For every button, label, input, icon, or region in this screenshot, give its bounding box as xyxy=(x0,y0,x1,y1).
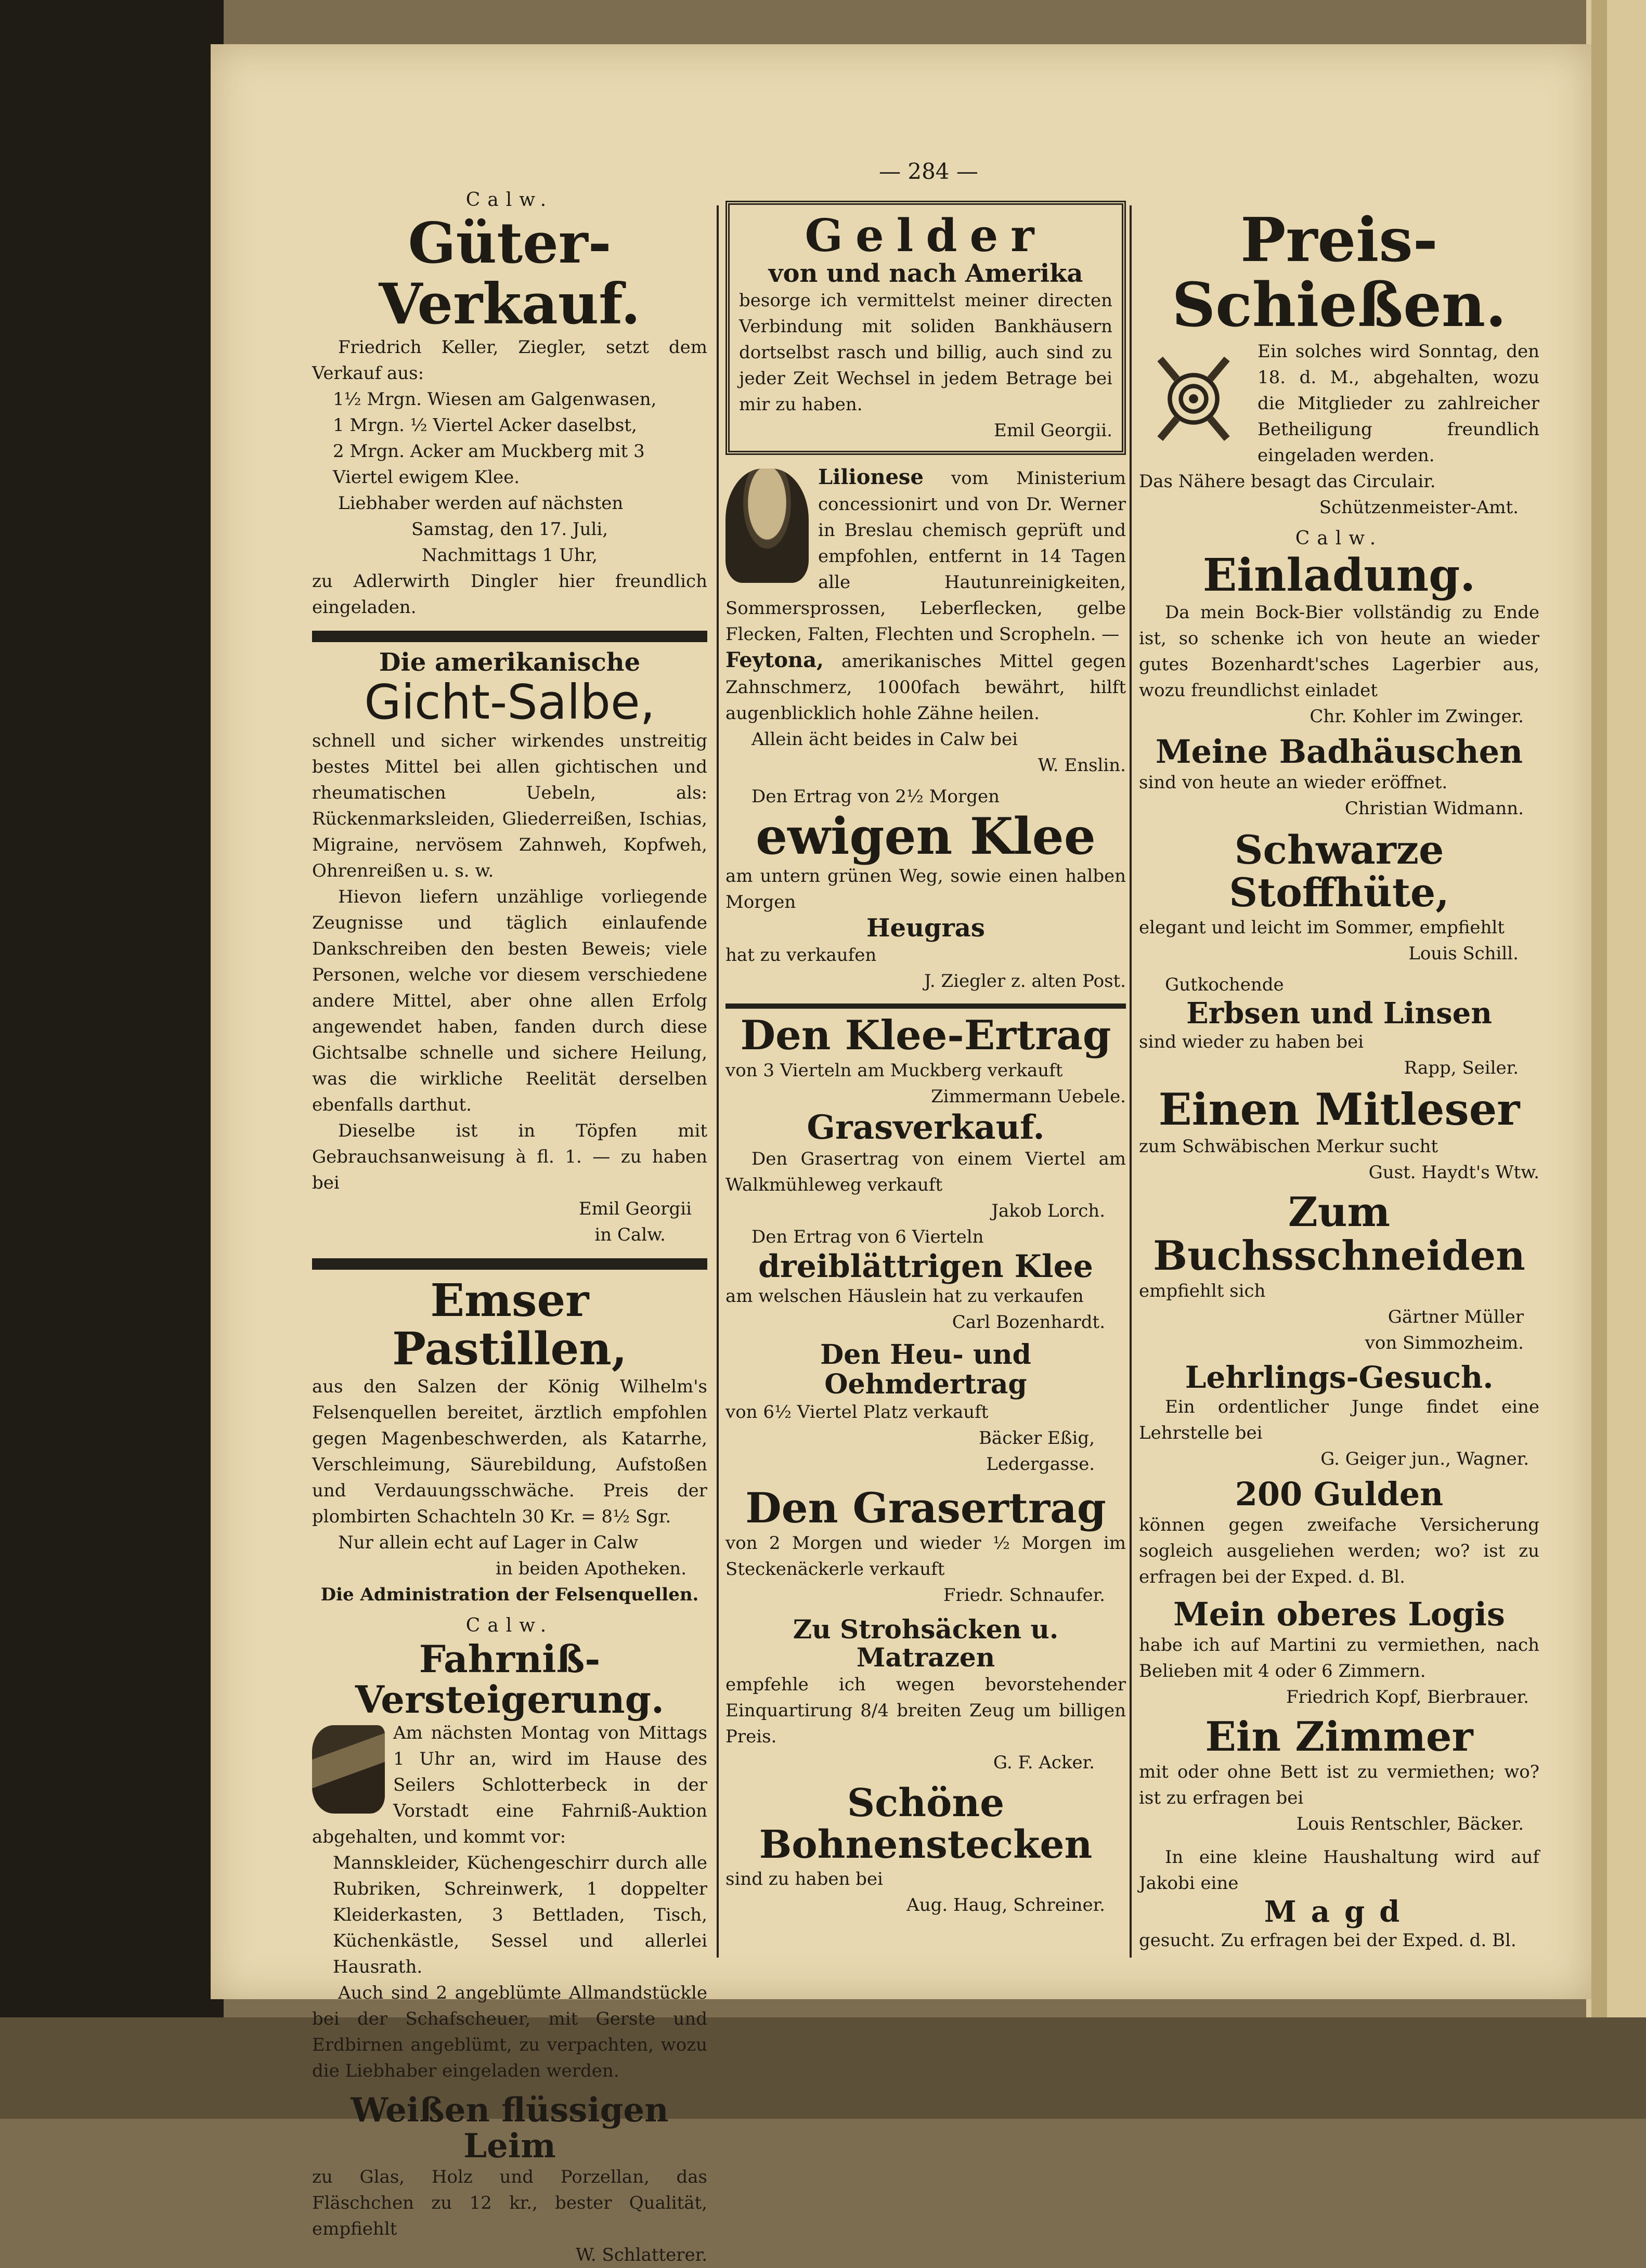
ad-lilionese xyxy=(725,464,1126,778)
ad-badhaeuschen xyxy=(1139,735,1539,822)
ad-title: Güter-Verkauf. xyxy=(379,211,641,337)
ad-signature: in Calw. xyxy=(594,1224,666,1246)
ad-subtitle: Heugras xyxy=(866,914,985,943)
ad-title: Fahrniß-Versteigerung. xyxy=(355,1637,665,1722)
ad-signature: Louis Rentschler, Bäcker. xyxy=(1296,1813,1524,1834)
scan-background-bottom xyxy=(0,2017,1646,2119)
ad-text: zu Glas, Holz und Porzellan, das Fläschchen zu 12 kr., bester Qualität, empfiehlt xyxy=(312,2166,707,2239)
ad-mitleser xyxy=(1139,1083,1539,1185)
ad-signature: Jakob Lorch. xyxy=(991,1200,1105,1221)
product-name: Lilionese xyxy=(818,464,924,489)
list-item: 1½ Mrgn. Wiesen am Galgenwasen, xyxy=(333,389,657,410)
ad-grasverkauf xyxy=(725,1110,1126,1223)
ad-text: Den Grasertrag von einem Viertel am Walkmühleweg verkauft xyxy=(725,1148,1126,1195)
next-page-edge xyxy=(1591,0,1607,2119)
ad-signature: Chr. Kohler im Zwinger. xyxy=(1310,706,1524,727)
ad-title: dreiblättrigen Klee xyxy=(758,1248,1093,1285)
ad-title: Zum Buchsschneiden xyxy=(1153,1188,1525,1280)
ad-text: hat zu verkaufen xyxy=(725,945,877,966)
ad-text: Hievon liefern unzählige vorliegende Zeugnisse und täglich einlaufende Dankschreiben den besten Beweis; viele Personen, welche vor diesem verschiedene andere Mittel, aber ohne allen Erfolg angewendet haben, fanden durch diese Gichtsalbe schnelle und sichere Heilung, was die wirkliche Reelität derselben ebenfalls darthut. xyxy=(312,887,707,1116)
ad-stoffhuete xyxy=(1139,829,1539,966)
ad-text: empfiehlt sich xyxy=(1139,1281,1266,1302)
ad-text: von 6½ Viertel Platz verkauft xyxy=(725,1401,989,1423)
ad-pretitle: Gutkochende xyxy=(1165,974,1284,995)
shooting-target-emblem-image xyxy=(1139,342,1248,451)
ad-signature: W. Schlatterer. xyxy=(575,2244,707,2265)
ad-text: sind zu haben bei xyxy=(725,1868,883,1889)
ad-signature: Gärtner Müller xyxy=(1388,1307,1524,1328)
ad-text: Allein ächt beides in Calw bei xyxy=(751,728,1018,750)
ad-title: Zu Strohsäcken u. Matrazen xyxy=(793,1614,1059,1673)
ad-signature: Louis Schill. xyxy=(1408,943,1519,964)
ad-text: zu Adlerwirth Dingler hier freundlich eingeladen. xyxy=(312,571,707,618)
ad-leim xyxy=(312,2092,707,2268)
ad-strohsaecke xyxy=(725,1615,1126,1776)
ad-signature: Zimmermann Uebele. xyxy=(931,1086,1126,1107)
ad-pretitle: Die amerikanische xyxy=(379,648,641,677)
separator-rule xyxy=(312,631,707,642)
ad-text: sind wieder zu haben bei xyxy=(1139,1031,1364,1052)
list-item: 1 Mrgn. ½ Viertel Acker daselbst, xyxy=(333,415,637,436)
ad-title: Den Heu- und Oehmdertrag xyxy=(820,1339,1031,1400)
ad-title: Mein oberes Logis xyxy=(1173,1595,1505,1633)
ad-signature: W. Enslin. xyxy=(1038,754,1126,776)
ad-klee-ertrag xyxy=(725,1014,1126,1110)
ad-text: Am nächsten Montag von Mittags 1 Uhr an, wird im Hause des Seilers Schlotterbeck in der Vorstadt eine Fahrniß-Auktion abgehalten, und kommt vor: xyxy=(312,1722,707,1847)
ad-title: Weißen flüssigen Leim xyxy=(351,2090,669,2166)
ad-erbsen-linsen xyxy=(1139,972,1539,1081)
ad-title: Lehrlings-Gesuch. xyxy=(1185,1360,1494,1396)
ad-title: Erbsen und Linsen xyxy=(1186,996,1493,1031)
column-2 xyxy=(725,187,1126,1918)
ad-text: von 2 Morgen und wieder ½ Morgen im Steckenäckerle verkauft xyxy=(725,1533,1126,1580)
ad-text: am welschen Häuslein hat zu verkaufen xyxy=(725,1286,1084,1307)
ad-200-gulden xyxy=(1139,1477,1539,1590)
ad-einladung xyxy=(1139,526,1539,730)
ad-dreiblaettrigen-klee xyxy=(725,1224,1126,1336)
page-number: — 284 — xyxy=(879,159,978,184)
ad-lehrlings-gesuch xyxy=(1139,1361,1539,1472)
ad-title: Gicht-Salbe, xyxy=(364,674,655,731)
column-rule-1 xyxy=(717,205,719,1958)
ad-pretitle: In eine kleine Haushaltung wird auf Jakobi eine xyxy=(1139,1846,1539,1894)
ad-text: können gegen zweifache Versicherung sogleich ausgeliehen werden; wo? ist zu erfragen bei der Exped. d. Bl. xyxy=(1139,1514,1539,1587)
list-item: 2 Mrgn. Acker am Muckberg mit 3 Viertel ewigem Klee. xyxy=(333,441,645,488)
ad-title: Meine Badhäuschen xyxy=(1155,733,1523,771)
ad-signature: Friedr. Schnaufer. xyxy=(943,1585,1105,1606)
ad-title: Schwarze Stoffhüte, xyxy=(1229,827,1449,916)
ad-signature: Carl Bozenhardt. xyxy=(952,1312,1105,1333)
product-name: Feytona, xyxy=(725,647,824,672)
ad-title: Magd xyxy=(1264,1894,1415,1929)
ad-signature: Gust. Haydt's Wtw. xyxy=(1368,1162,1539,1183)
ad-title: ewigen Klee xyxy=(756,806,1096,866)
ad-text: schnell und sicher wirkendes unstreitig bestes Mittel bei allen gichtischen und rheumatischen Uebeln, als: Rückenmarksleiden, Gliederreißen, Ischias, Migraine, nervösem Zahnweh, Kopfweh, Ohrenreißen u. s. w. xyxy=(312,731,707,882)
ad-text: amerikanisches Mittel gegen Zahnschmerz, 1000fach bewährt, hilft augenblicklich hohle Zähne heilen. xyxy=(725,650,1126,724)
ad-gicht-salbe xyxy=(312,649,707,1248)
ad-text: Liebhaber werden auf nächsten xyxy=(338,493,624,514)
ad-ewigen-klee xyxy=(725,784,1126,995)
ad-title: Gelder xyxy=(805,210,1047,262)
ad-ein-zimmer xyxy=(1139,1715,1539,1837)
ad-date: Samstag, den 17. Juli, xyxy=(411,519,608,540)
ad-signature: G. F. Acker. xyxy=(993,1752,1095,1774)
ad-title: Einen Mitleser xyxy=(1158,1083,1520,1135)
ad-signature: Christian Widmann. xyxy=(1344,798,1524,819)
ad-text: habe ich auf Martini zu vermiethen, nach Belieben mit 4 oder 6 Zimmern. xyxy=(1139,1634,1539,1682)
ad-signature: Rapp, Seiler. xyxy=(1404,1057,1519,1078)
ad-title: Den Klee-Ertrag xyxy=(740,1012,1111,1060)
separator-rule xyxy=(312,1258,707,1270)
scan-background-left xyxy=(0,0,224,2119)
ad-signature: G. Geiger jun., Wagner. xyxy=(1320,1448,1529,1469)
ad-place: Calw. xyxy=(465,1615,554,1637)
ad-pretitle: Den Ertrag von 6 Vierteln xyxy=(751,1226,984,1247)
ad-grasertrag xyxy=(725,1485,1126,1608)
ad-gueter-verkauf xyxy=(312,187,707,620)
ad-gelder-amerika xyxy=(725,201,1126,455)
ad-text: zum Schwäbischen Merkur sucht xyxy=(1139,1136,1438,1157)
auctioneer-woodcut-image xyxy=(312,1725,385,1814)
ad-signature: Friedrich Kopf, Bierbrauer. xyxy=(1286,1686,1529,1707)
ad-time: Nachmittags 1 Uhr, xyxy=(421,545,598,566)
ad-text: Das Nähere besagt das Circulair. xyxy=(1139,471,1436,492)
ad-text: von 3 Vierteln am Muckberg verkauft xyxy=(725,1060,1063,1081)
ad-buchsschneiden xyxy=(1139,1188,1539,1356)
ad-text: Friedrich Keller, Ziegler, setzt dem Verkauf aus: xyxy=(312,337,707,384)
ad-text: elegant und leicht im Sommer, empfiehlt xyxy=(1139,917,1505,938)
ad-text: mit oder ohne Bett ist zu vermiethen; wo? ist zu erfragen bei xyxy=(1139,1761,1539,1808)
ad-text: empfehle ich wegen bevorstehender Einquartirung 8/4 breiten Zeug um billigen Preis. xyxy=(725,1674,1126,1748)
ad-signature: Aug. Haug, Schreiner. xyxy=(906,1894,1105,1915)
ad-magd xyxy=(1139,1844,1539,1953)
ad-subtitle: von und nach Amerika xyxy=(768,258,1083,288)
ad-heu-oehmdertrag xyxy=(725,1340,1126,1477)
ad-place: Calw. xyxy=(465,189,554,211)
ad-fahrniss-versteigerung xyxy=(312,1613,707,2084)
ad-text: in beiden Apotheken. xyxy=(496,1558,686,1580)
ad-text: am untern grünen Weg, sowie einen halben Morgen xyxy=(725,866,1126,913)
ad-signature: Emil Georgii. xyxy=(994,420,1112,441)
ad-text: Auch sind 2 angeblümte Allmandstückle bei der Schafscheuer, mit Gerste und Erdbirnen angeblümt, zu verpachten, wozu die Liebhaber eingeladen werden. xyxy=(312,1982,707,2081)
ad-bohnenstecken xyxy=(725,1783,1126,1918)
ad-title: Einladung. xyxy=(1202,549,1476,602)
portrait-woodcut-image xyxy=(725,468,809,583)
ad-text: Ein solches wird Sonntag, den 18. d. M., abgehalten, wozu die Mitglieder zu zahlreicher Betheiligung freundlich eingeladen werden. xyxy=(1258,341,1539,466)
ad-signature: J. Ziegler z. alten Post. xyxy=(924,971,1126,992)
ad-emser-pastillen xyxy=(312,1274,707,1608)
ad-text: Nur allein echt auf Lager in Calw xyxy=(338,1532,639,1554)
ad-signature: Schützenmeister-Amt. xyxy=(1319,497,1519,518)
ad-title: Schöne Bohnenstecken xyxy=(759,1781,1093,1867)
ad-title: 200 Gulden xyxy=(1235,1475,1444,1513)
ad-text: vom Ministerium concessionirt und von Dr. Werner in Breslau chemisch geprüft und empfohlen, entfernt in 14 Tagen alle Hautunreinigkeiten, Sommersprossen, Leberflecken, gelbe Flecken, Falten, Flechten und Scropheln. — xyxy=(725,467,1126,645)
ad-text: sind von heute an wieder eröffnet. xyxy=(1139,772,1448,793)
ad-place: Calw. xyxy=(1295,527,1383,549)
column-1 xyxy=(312,187,707,2268)
ad-text: Da mein Bock-Bier vollständig zu Ende ist, so schenke ich von heute an wieder gutes Bozenhardt'sches Lagerbier aus, wozu freundlichst einladet xyxy=(1139,602,1539,701)
separator-rule xyxy=(725,1003,1126,1009)
ad-signature: Bäcker Eßig, xyxy=(978,1427,1095,1449)
ad-signature: Ledergasse. xyxy=(986,1453,1095,1475)
ad-text: Ein ordentlicher Junge findet eine Lehrstelle bei xyxy=(1139,1396,1539,1443)
ad-text: aus den Salzen der König Wilhelm's Felsenquellen bereitet, ärztlich empfohlen gegen Magenbeschwerden, als Katarrhe, Verschleimung, Säurebildung, Aufstoßen und Verdauungsschwäche. Preis der plombirten Schachteln 30 Kr. = 8½ Sgr. xyxy=(312,1376,707,1528)
ad-text: besorge ich vermittelst meiner directen Verbindung mit soliden Bankhäusern dortselbst rasch und billig, auch sind zu jeder Zeit Wechsel in jedem Betrage bei mir zu haben. xyxy=(739,290,1112,415)
ad-text: Mannskleider, Küchengeschirr durch alle Rubriken, Schreinwerk, 1 doppelter Kleiderkasten, 3 Bettladen, Tisch, Küchenkästle, Sessel und allerlei Hausrath. xyxy=(333,1852,707,1977)
ad-title: Den Grasertrag xyxy=(745,1483,1106,1532)
ad-title: Preis-Schießen. xyxy=(1172,205,1507,341)
ad-footer: Die Administration der Felsenquellen. xyxy=(320,1584,699,1606)
ad-preis-schiessen xyxy=(1139,205,1539,520)
ad-text: gesucht. Zu erfragen bei der Exped. d. Bl. xyxy=(1139,1930,1517,1951)
ad-oberes-logis xyxy=(1139,1597,1539,1710)
ad-title: Ein Zimmer xyxy=(1205,1713,1473,1761)
ad-signature: von Simmozheim. xyxy=(1365,1333,1524,1354)
ad-title: Emser Pastillen, xyxy=(392,1274,627,1376)
ad-text: Dieselbe ist in Töpfen mit Gebrauchsanweisung à fl. 1. — zu haben bei xyxy=(312,1120,707,1194)
ad-signature: Emil Georgii xyxy=(578,1198,692,1220)
column-3 xyxy=(1139,187,1539,1953)
ad-title: Grasverkauf. xyxy=(807,1108,1045,1148)
ad-pretitle: Den Ertrag von 2½ Morgen xyxy=(751,786,1000,807)
column-rule-2 xyxy=(1130,205,1132,1958)
